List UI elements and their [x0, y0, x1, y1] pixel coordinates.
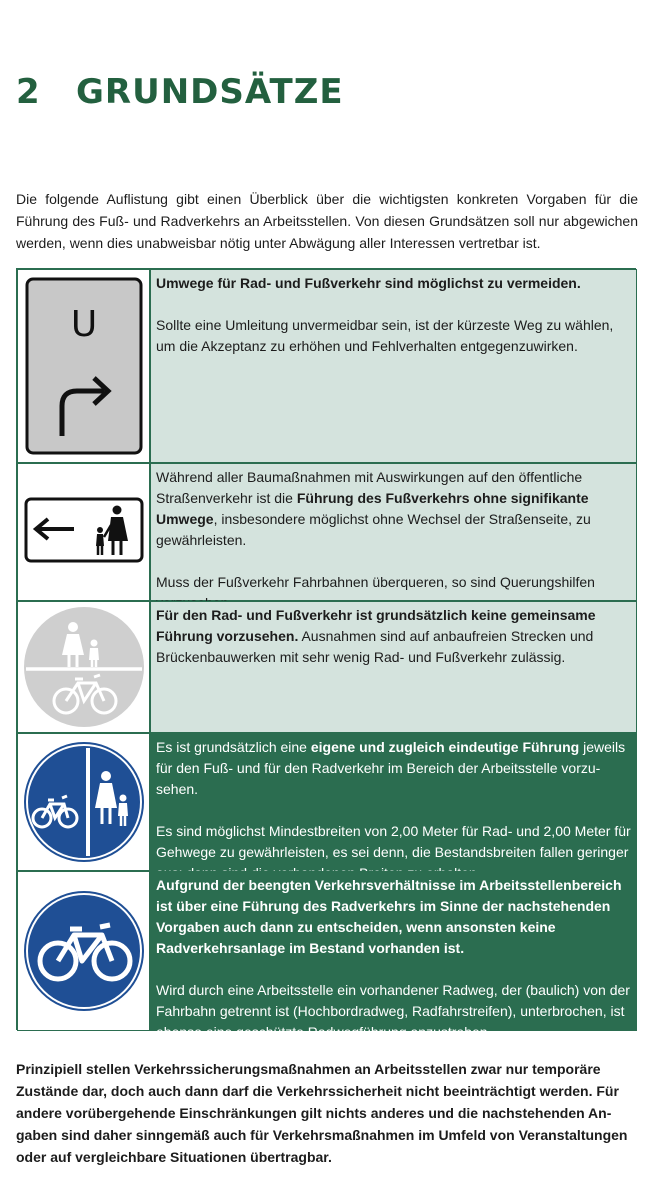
pedestrian-sign-cell [17, 463, 150, 601]
row-2-paragraph-2: Muss der Fußverkehr Fahrbahnen überqueren, so sind Querungshilfen [156, 574, 595, 590]
row-bicycle-text [150, 871, 637, 1040]
detour-sign-cell [17, 269, 150, 463]
row-shared-path-text [150, 601, 637, 733]
bicycle-path-sign-icon [22, 889, 146, 1013]
shared-path-sign-cell [17, 601, 150, 733]
bicycle-sign-cell [17, 871, 150, 1031]
shared-path-sign-crossed-icon [22, 605, 146, 729]
row-5-bold: Aufgrund der beengten Verkehrsverhältnisse im Arbeitsstellenbereich ist über eine Führung des Radverkehrs im Sinne der nachstehenden Vorgaben auch dann zu entscheiden, wenn ansonsten keine Radverkehrsanlage im Bestand vorhanden ist. [156, 877, 622, 956]
detour-sign-letter: U [70, 304, 97, 345]
row-4-text-b: jeweils für den Fuß- und für den Radverkehr im Bereich der Arbeitsstelle vorzusehen. [156, 739, 626, 797]
row-3-text-b: Ausnahmen sind auf anbaufreien Strecken und Brückenbauwerken mit sehr wenig Rad- und Fußverkehr zulässig. [156, 628, 594, 665]
row-pedestrian-text [150, 463, 637, 601]
pedestrian-diversion-sign-icon [24, 497, 144, 567]
row-separated-path-text [150, 733, 637, 871]
row-4-bold: eigene und zugleich eindeutige Führung [310, 739, 580, 755]
row-detour-text [150, 269, 637, 463]
row-5-paragraph-2: Wird durch eine Arbeitsstelle ein vorhandener Radweg, der (baulich) von der Fahrbahn getrennt ist (Hochbordradweg, Radfahrstreifen), unterbrochen, ist ebenso eine geschützte Radwegführung anzustreben. [156, 982, 630, 1040]
intro-paragraph: Die folgende Auflistung gibt einen Überblick über die wichtigsten konkreten Vorgaben für die Führung des Fuß- und Radverkehrs an Arbeitsstellen. Von diesen Grundsätzen soll nur abgewichen werden, wenn dies unabweisbar nötig unter Abwägung aller Interessen vertretbar ist. [16, 191, 638, 251]
section-title: GRUNDSÄTZE [76, 72, 344, 112]
row-4-paragraph-2: Es sind möglichst Mindestbreiten von 2,00 Meter für Rad- und 2,00 Meter für Gehwege zu gewährleisten, es sei denn, die Bestandsbreiten fallen geringer [156, 823, 631, 860]
principles-table [16, 268, 636, 1040]
row-4-text-a: Es ist grundsätzlich eine [156, 739, 311, 755]
row-2-bold: Führung des Fußverkehrs ohne signifikante Umwege [156, 490, 589, 527]
separated-path-sign-icon [22, 740, 146, 864]
section-number: 2 [16, 72, 41, 112]
page-title [16, 72, 344, 112]
closing-paragraph: Prinzipiell stellen Verkehrssicherungsmaßnahmen an Arbeitsstellen zwar nur temporäre Zustände dar, doch auch dann darf die Verkehrssicherheit nicht beeinträchtigt werden. Für andere vorübergehende Einschränkungen gilt nichts anderes und die nachstehenden Angaben sind daher sinngemäß auch für Verkehrsmaßnahmen im Umfeld von Veranstaltungen oder auf vergleichbare Situationen übertragbar. [16, 1061, 628, 1165]
separated-path-sign-cell [17, 733, 150, 871]
detour-sign-icon [24, 276, 144, 456]
row-1-paragraph-2: Sollte eine Umleitung unvermeidbar sein, ist der kürzeste Weg zu wählen, um die Akzeptanz zu erhöhen und Fehlverhalten entgegenzuwirken. [156, 317, 614, 354]
row-2-text-a: Während aller Baumaßnahmen mit Auswirkungen auf den öffentliche Straßenverkehr ist die [156, 469, 583, 506]
row-3-bold: Für den Rad- und Fußverkehr ist grundsätzlich keine gemeinsame Führung vorzusehen. [156, 607, 596, 644]
row-2-text-b: , insbesondere möglichst ohne Wechsel der Straßenseite, zu gewährleisten. [156, 511, 591, 548]
row-1-bold: Umwege für Rad- und Fußverkehr sind möglichst zu vermeiden. [156, 275, 581, 291]
